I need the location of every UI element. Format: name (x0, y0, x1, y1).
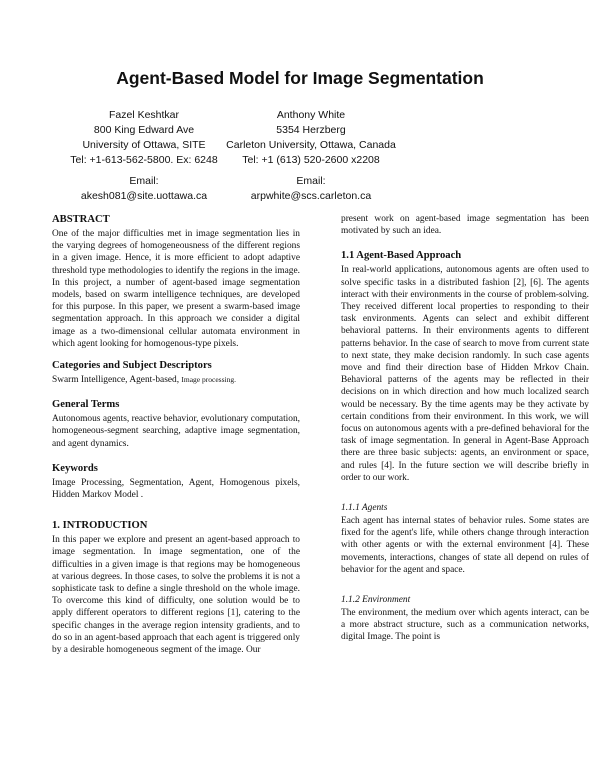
author-address-line: 5354 Herzberg (276, 124, 346, 136)
section-1-1-heading: 1.1 Agent-Based Approach (341, 250, 462, 262)
categories-heading: Categories and Subject Descriptors (52, 360, 212, 372)
author-block-2 (218, 108, 404, 204)
section-1-1-2-text: The environment, the medium over which agents interact, can be a more abstract structure, such as a communication networks, digital Image. The point is (341, 608, 589, 643)
general-terms-heading: General Terms (52, 399, 120, 411)
author-email-label: Email: (296, 175, 326, 187)
categories-text (52, 374, 300, 386)
author-affiliation: University of Ottawa, SITE (82, 139, 206, 151)
section-1-1-text: In real-world applications, autonomous agents are often used to solve specific tasks in a distributed fashion [2], [6]. The agents interact with their environments in the course of problem-solving. They received different local properties to responding to their task environments. Agents can select and exhibit different behavioral patterns. In their environments agents to different patterns behavior. In the case of search to move from current state to next state, they make decision randomly. In such case agents move and find their direction base of Hidden Mrkov Chain. Behavioral patterns of the agents may be reflected in their decisions on in which direction and how much localized search would be necessary. By the time agents may be they activate by certain conditions from their environment. In this work, we will focus on autonomous agents with a pre-defined behavioral for the task of image segmentation. In general in Agent-Base Approach there are three basic subjects: agents, an environment or space, and rules [4]. In the future section we will describe briefly in order to our work. (341, 265, 589, 483)
author-email-label: Email: (129, 175, 159, 187)
section-1-1-1-text: Each agent has internal states of behavior rules. Some states are fixed for the agent's life, while others change through interaction with other agents or with the external environment [4]. These movements, interactions, changes of state all depend on rules of behavior for the agent and space. (341, 516, 589, 575)
introduction-text: In this paper we explore and present an agent-based approach to image segmentation. In image segmentation, one of the difficulties in a given image is that regions may be homogeneous at various degrees. In those cases, to solve the problems it is not a sophisticate task to define a single threshold on the whole image. To overcome this kind of difficulty, one solution would be to apply different operators to different regions [1], catering to the specific changes in the average region intensity gradients, and to do so in an agent-based approach that each agent is triggered only by a desirable homogeneous segment of the image. Our (52, 535, 300, 656)
categories-text-main: Swarm Intelligence, Agent-based, (52, 375, 182, 386)
author-name: Anthony White (276, 109, 346, 121)
introduction-continued-text: present work on agent-based image segmentation has been motivated by such an idea. (341, 214, 589, 237)
author-block-1 (56, 108, 232, 204)
author-affiliation: Carleton University, Ottawa, Canada (226, 139, 396, 151)
categories-text-small: Image processing. (181, 375, 236, 385)
keywords-heading: Keywords (52, 462, 98, 474)
author-name: Fazel Keshtkar (108, 109, 180, 121)
section-1-1-2-heading: 1.1.2 Environment (341, 595, 411, 606)
author-address-line: 800 King Edward Ave (93, 124, 195, 136)
keywords-text: Image Processing, Segmentation, Agent, Homogenous pixels, Hidden Markov Model . (52, 477, 300, 501)
section-1-1-1-heading: 1.1.1 Agents (341, 503, 388, 514)
abstract-text: One of the major difficulties met in image segmentation lies in the varying degrees of homogeneousness of the different regions in a given image. Hence, it is more efficient to adopt adaptive threshold type methodologies to identify the regions in the image. In this project, a number of agent-based image segmentation models, based on swarm intelligence techniques, are developed for this purpose. In this paper, we present a swarm-based image segmentation approach. In this approach we consider a digital image as a two-dimensional cellular automata environment in which agent looking for homogenous-type pixels. (52, 229, 300, 349)
author-email: arpwhite@scs.carleton.ca (250, 190, 372, 202)
abstract-heading: ABSTRACT (52, 214, 110, 225)
paper-title: Agent-Based Model for Image Segmentation (116, 68, 484, 88)
introduction-heading: 1. INTRODUCTION (52, 520, 148, 532)
author-email: akesh081@site.uottawa.ca (80, 190, 208, 202)
right-column (341, 213, 589, 644)
author-phone: Tel: +1 (613) 520-2600 x2208 (242, 154, 380, 166)
author-phone: Tel: +1-613-562-5800. Ex: 6248 (70, 154, 218, 166)
general-terms-text: Autonomous agents, reactive behavior, evolutionary computation, homogeneous-segment searching, adaptive image segmentation, and agent dynamics. (52, 414, 300, 449)
left-column (52, 213, 300, 656)
